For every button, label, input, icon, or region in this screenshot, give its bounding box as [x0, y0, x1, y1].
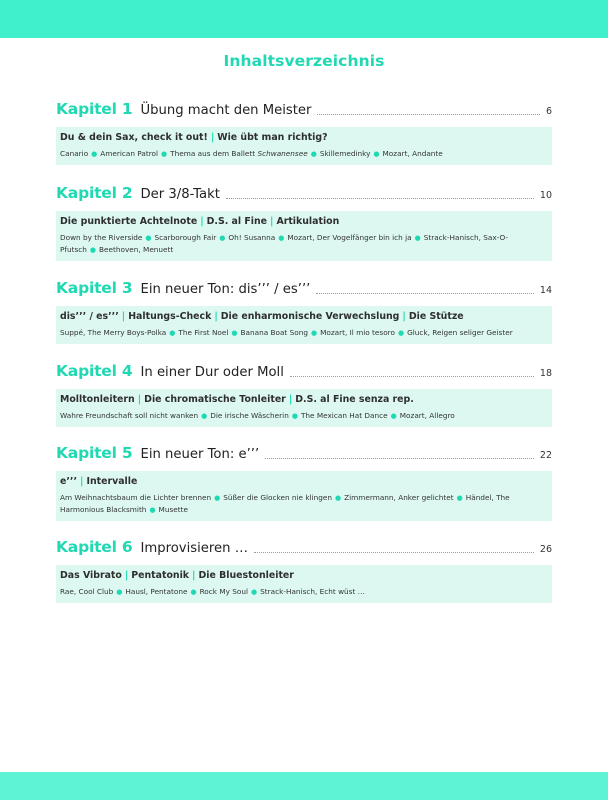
song-item [178, 328, 228, 337]
song-title: Gluck, Reigen seliger Geister [407, 328, 513, 337]
song-title: Mozart, Il mio tesoro [320, 328, 395, 337]
song-title: Strack-Hanisch, Echt wüst … [260, 587, 365, 596]
topic-separator: | [137, 394, 142, 405]
song-item [60, 587, 113, 596]
topic-item: Die Stütze [408, 311, 464, 322]
song-item [159, 505, 188, 514]
song-item [228, 233, 275, 242]
chapter-topics [60, 475, 548, 488]
song-bullet: ● [335, 494, 342, 502]
chapter-page-number: 14 [539, 285, 552, 296]
song-bullet: ● [397, 329, 405, 337]
topic-separator: | [192, 570, 196, 581]
topic-item: Artikulation [276, 216, 340, 227]
chapter-page-number: 18 [539, 368, 552, 379]
song-bullet: ● [89, 246, 97, 254]
chapter-heading[interactable] [56, 362, 552, 384]
song-title: Banana Boat Song [240, 328, 308, 337]
chapter-label: Kapitel 1 [56, 100, 133, 118]
song-bullet: ● [291, 412, 298, 420]
topic-item: dis’’’ / es’’’ [60, 311, 119, 322]
chapter-topics [60, 310, 548, 323]
song-bullet: ● [116, 588, 123, 596]
song-title: Oh! Susanna [228, 233, 276, 242]
song-bullet: ● [91, 150, 98, 158]
song-title: Händel, The Harmonious Blacksmith [60, 493, 510, 514]
chapter-topics [60, 569, 548, 582]
chapter-songs [60, 492, 548, 516]
chapter-topics [60, 215, 548, 228]
dot-leader [265, 457, 534, 459]
song-bullet: ● [169, 329, 176, 337]
topic-separator: | [80, 476, 84, 487]
page-title: Inhaltsverzeichnis [223, 52, 385, 70]
topic-item: Intervalle [86, 476, 138, 487]
bottom-color-band [0, 772, 608, 800]
chapter-heading[interactable] [56, 444, 552, 466]
chapter-songs [60, 586, 548, 598]
song-item [170, 149, 308, 158]
chapter-label: Kapitel 6 [56, 538, 133, 556]
song-title: Süßer die Glocken nie klingen [223, 493, 333, 502]
song-bullet: ● [414, 234, 421, 242]
chapter-title: Ein neuer Ton: dis’’’ / es’’’ [140, 282, 311, 297]
chapter-summary-box [56, 127, 552, 165]
song-bullet: ● [201, 412, 208, 420]
topic-item: D.S. al Fine [206, 216, 267, 227]
chapter-page-number: 10 [539, 190, 552, 201]
topic-separator: | [288, 394, 293, 405]
song-item [99, 245, 173, 254]
chapter-summary-box [56, 565, 552, 603]
chapter-page-number: 6 [545, 106, 552, 117]
song-bullet: ● [310, 150, 317, 158]
chapter-entry [56, 100, 552, 165]
chapter-page-number: 26 [539, 544, 552, 555]
topic-item: Die enharmonische Verwechslung [220, 311, 400, 322]
song-item [200, 587, 248, 596]
chapter-songs [60, 327, 548, 339]
topic-separator: | [121, 311, 126, 322]
song-title: Scarborough Fair [154, 233, 217, 242]
topic-item: Die Bluestonleiter [198, 570, 294, 581]
song-bullet: ● [214, 494, 221, 502]
topic-separator: | [124, 570, 129, 581]
song-title: Down by the Riverside [60, 233, 143, 242]
song-item [125, 587, 187, 596]
chapter-label: Kapitel 5 [56, 444, 133, 462]
song-item [407, 328, 513, 337]
song-bullet: ● [219, 234, 226, 242]
chapter-label: Kapitel 4 [56, 362, 133, 380]
chapter-summary-box [56, 471, 552, 521]
topic-item: Die chromatische Tonleiter [144, 394, 286, 405]
chapter-summary-box [56, 389, 552, 427]
topic-item: Molltonleitern [60, 394, 135, 405]
dot-leader [290, 375, 534, 377]
song-title: The First Noel [178, 328, 229, 337]
song-title: Canario [60, 149, 89, 158]
chapter-songs [60, 410, 548, 422]
song-item [320, 328, 395, 337]
topic-separator: | [210, 132, 215, 143]
chapter-topics [60, 393, 548, 406]
topic-separator: | [200, 216, 204, 227]
song-title: Mozart, Der Vogelfänger bin ich ja [287, 233, 412, 242]
song-bullet: ● [149, 506, 156, 514]
chapter-summary-box [56, 211, 552, 261]
song-item [320, 149, 371, 158]
chapter-entry [56, 538, 552, 603]
song-bullet: ● [251, 588, 258, 596]
song-item [344, 493, 454, 502]
topic-separator: | [270, 216, 274, 227]
chapter-heading[interactable] [56, 538, 552, 560]
dot-leader [254, 551, 534, 553]
song-bullet: ● [145, 234, 152, 242]
song-item [383, 149, 443, 158]
song-item [60, 328, 166, 337]
chapter-title: Der 3/8-Takt [140, 187, 220, 202]
chapter-entry [56, 444, 552, 521]
topic-item: Du & dein Sax, check it out! [60, 132, 208, 143]
chapter-songs [60, 148, 548, 160]
topic-item: Die punktierte Achtelnote [60, 216, 198, 227]
song-item [400, 411, 455, 420]
song-title: Wahre Freundschaft soll nicht wanken [60, 411, 199, 420]
song-title: American Patrol [100, 149, 159, 158]
chapter-summary-box [56, 306, 552, 344]
song-title: Suppé, The Merry Boys-Polka [60, 328, 167, 337]
song-item [223, 493, 332, 502]
song-item [210, 411, 289, 420]
chapter-heading[interactable] [56, 279, 552, 301]
song-item [60, 233, 142, 242]
chapter-songs [60, 232, 548, 256]
chapter-heading[interactable] [56, 184, 552, 206]
song-title: Rae, Cool Club [60, 587, 114, 596]
song-item [60, 411, 198, 420]
topic-item: Pentatonik [131, 570, 190, 581]
topic-item: e’’’ [60, 476, 78, 487]
topic-separator: | [214, 311, 218, 322]
chapter-entry [56, 279, 552, 344]
topic-item: Haltungs-Check [128, 311, 212, 322]
song-bullet: ● [161, 150, 168, 158]
dot-leader [226, 197, 534, 199]
song-item [260, 587, 365, 596]
song-item [241, 328, 308, 337]
chapter-heading[interactable] [56, 100, 552, 122]
song-item [287, 233, 411, 242]
song-title: The Mexican Hat Dance [300, 411, 388, 420]
song-bullet: ● [278, 234, 285, 242]
song-bullet: ● [390, 412, 397, 420]
song-title: Rock My Soul [199, 587, 249, 596]
song-title: Musette [158, 505, 188, 514]
song-title: Strack-Hanisch, Sax-O-Pfutsch [60, 233, 509, 254]
topic-item: Wie übt man richtig? [217, 132, 328, 143]
chapter-title: Übung macht den Meister [140, 103, 312, 118]
chapter-label: Kapitel 3 [56, 279, 133, 297]
dot-leader [316, 292, 534, 294]
song-title: Mozart, Andante [382, 149, 443, 158]
song-title: Beethoven, Menuett [99, 245, 174, 254]
chapter-page-number: 22 [539, 450, 552, 461]
chapter-topics [60, 131, 548, 144]
song-title: Skillemedinky [319, 149, 371, 158]
top-color-band [0, 0, 608, 38]
chapter-title: In einer Dur oder Moll [140, 365, 284, 380]
topic-item: Das Vibrato [60, 570, 122, 581]
song-item [155, 233, 217, 242]
song-bullet: ● [456, 494, 463, 502]
chapter-title: Ein neuer Ton: e’’’ [140, 447, 260, 462]
song-title: Am Weihnachtsbaum die Lichter brennen [60, 493, 212, 502]
song-title: Mozart, Allegro [399, 411, 455, 420]
song-item [301, 411, 388, 420]
chapter-label: Kapitel 2 [56, 184, 133, 202]
topic-item: D.S. al Fine senza rep. [295, 394, 414, 405]
topic-separator: | [402, 311, 406, 322]
song-bullet: ● [231, 329, 238, 337]
chapter-title: Improvisieren … [140, 541, 248, 556]
song-bullet: ● [310, 329, 318, 337]
song-bullet: ● [373, 150, 380, 158]
song-title: Hausl, Pentatone [125, 587, 188, 596]
chapter-entry [56, 362, 552, 427]
song-item [60, 149, 88, 158]
song-item [60, 493, 211, 502]
song-item [100, 149, 158, 158]
song-title: Zimmermann, Anker gelichtet [344, 493, 454, 502]
song-title: Die irische Wäscherin [210, 411, 289, 420]
chapter-entry [56, 184, 552, 261]
dot-leader [317, 113, 539, 115]
song-bullet: ● [190, 588, 197, 596]
song-title-italic: Schwanensee [257, 149, 308, 158]
song-title: Thema aus dem Ballett [170, 149, 258, 158]
